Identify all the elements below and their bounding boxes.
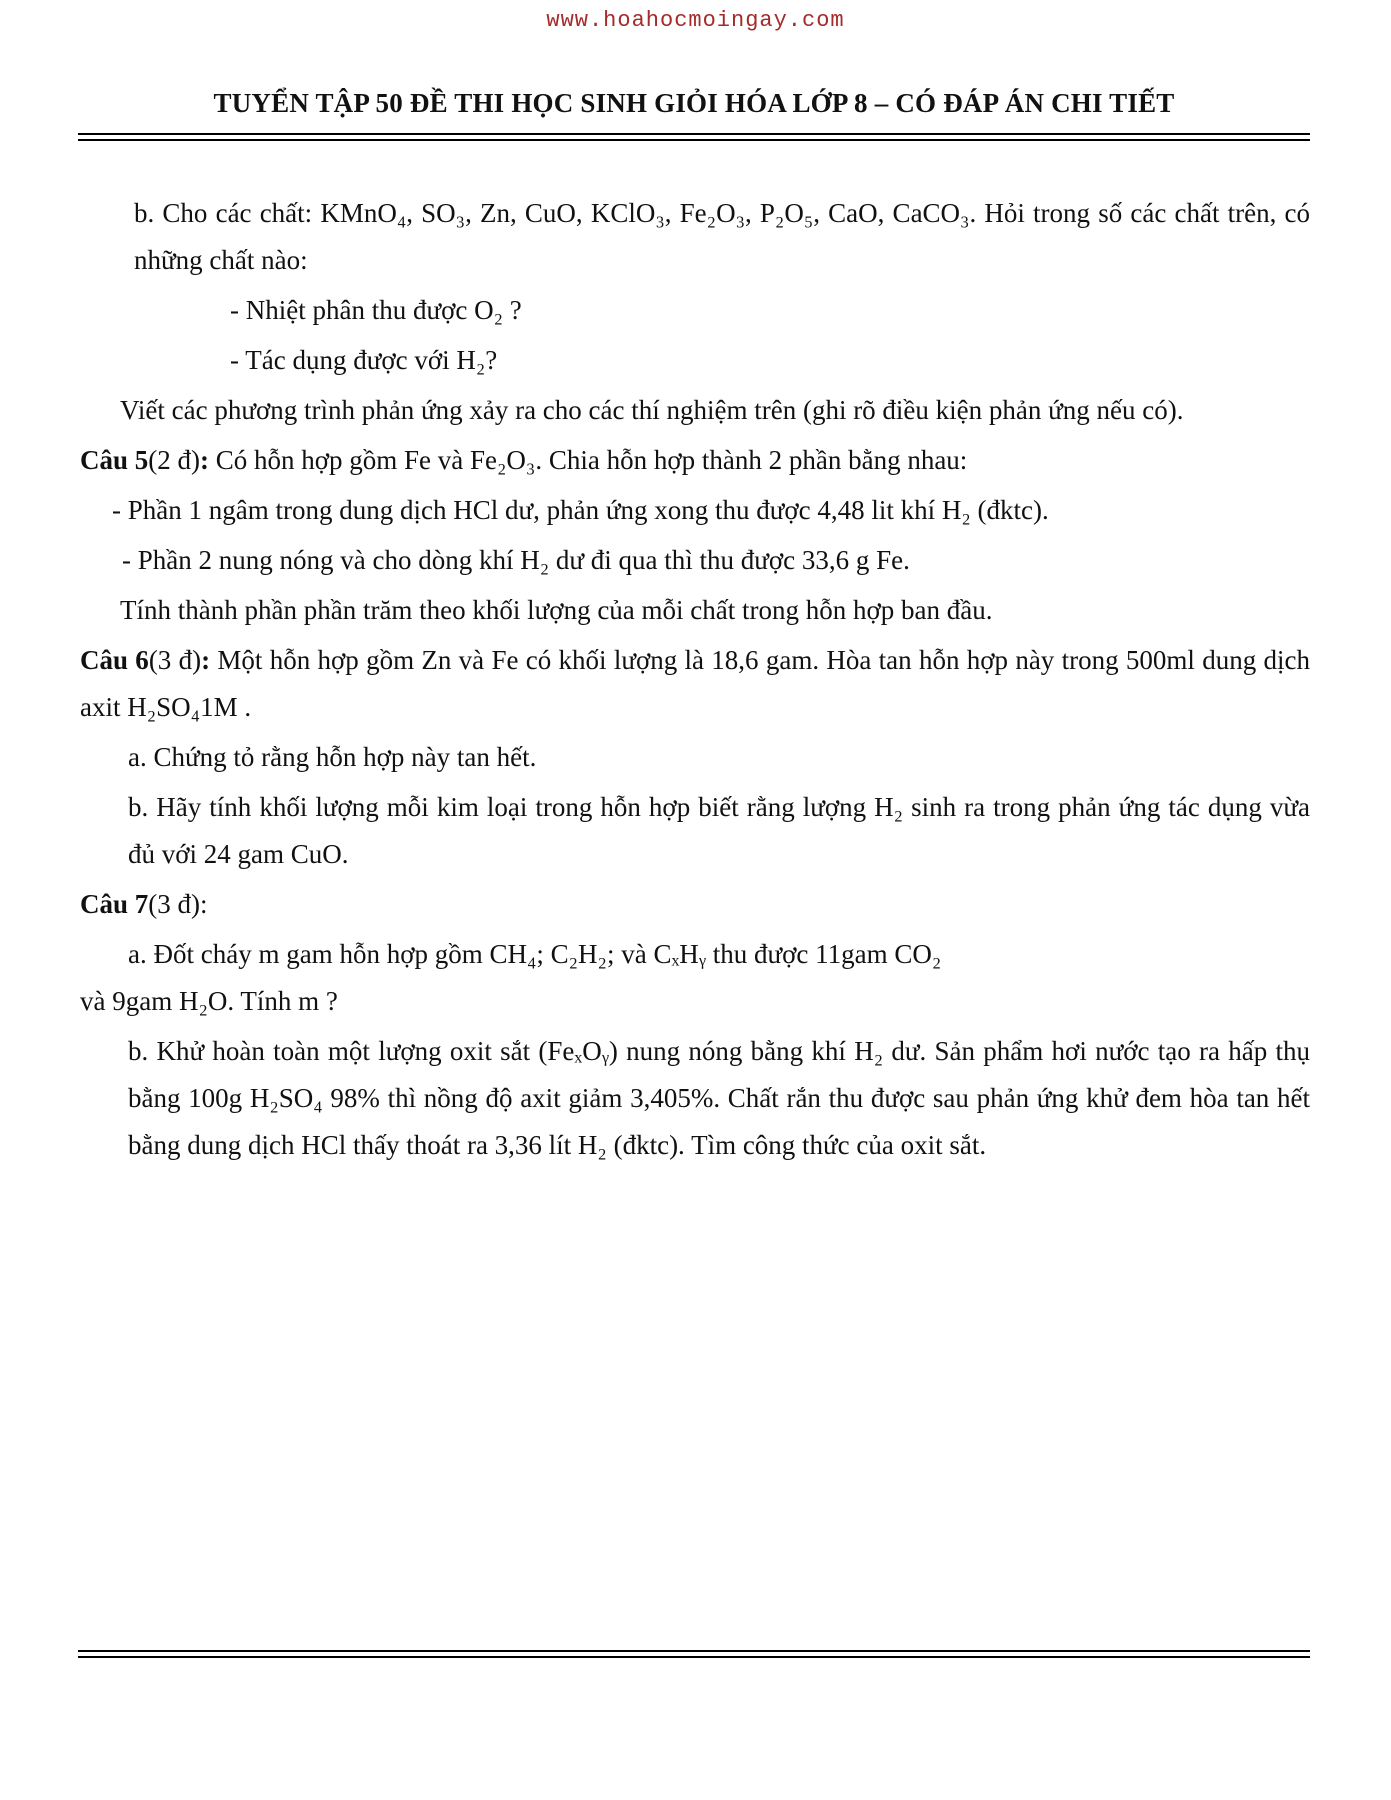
q5-label: Câu 5 [80, 445, 149, 475]
q5-points: (2 đ) [148, 445, 200, 475]
q7-heading [80, 881, 1310, 928]
q6-points: (3 đ) [148, 645, 202, 675]
q6-intro-text: Một hỗn hợp gồm Zn và Fe có khối lượng là 18,6 gam. Hòa tan hỗn hợp này trong 500ml dung dịch axit H₂SO₄1M . [80, 645, 1310, 722]
q5-part-1: - Phần 1 ngâm trong dung dịch HCl dư, phản ứng xong thu được 4,48 lit khí H₂ (đktc). [112, 495, 1049, 525]
q4b-instruction: Viết các phương trình phản ứng xảy ra cho các thí nghiệm trên (ghi rõ điều kiện phản ứng nếu có). [120, 395, 1184, 425]
watermark-url: www.hoahocmoingay.com [546, 8, 845, 33]
q7-part-a-line-1: a. Đốt cháy m gam hỗn hợp gồm CH₄; C₂H₂; và CₓHᵧ thu được 11gam CO₂ [128, 939, 942, 969]
q6-part-a: a. Chứng tỏ rằng hỗn hợp này tan hết. [128, 742, 537, 772]
q4b-bullet-1: - Nhiệt phân thu được O₂ ? [230, 295, 522, 325]
q7-label: Câu 7 [80, 889, 149, 919]
q5-task: Tính thành phần phần trăm theo khối lượng của mỗi chất trong hỗn hợp ban đầu. [120, 595, 993, 625]
q5-intro: Câu 5(2 đ): Có hỗn hợp gồm Fe và Fe₂O₃. Chia hỗn hợp thành 2 phần bằng nhau: [80, 445, 968, 475]
q5-intro-text: Có hỗn hợp gồm Fe và Fe₂O₃. Chia hỗn hợp thành 2 phần bằng nhau: [215, 445, 968, 475]
q6-intro: Câu 6(3 đ): Một hỗn hợp gồm Zn và Fe có khối lượng là 18,6 gam. Hòa tan hỗn hợp này trong 500ml dung dịch axit H₂SO₄1M . [80, 645, 1310, 722]
q4b-text: b. Cho các chất: KMnO₄, SO₃, Zn, CuO, KClO₃, Fe₂O₃, P₂O₅, CaO, CaCO₃. Hỏi trong số các chất trên, có những chất nào: [134, 198, 1310, 275]
footer-rule-bottom [78, 1656, 1310, 1658]
document-body [80, 190, 1310, 1169]
q4b-bullet-2: - Tác dụng được với H₂? [230, 345, 498, 375]
header-rule-top [78, 133, 1310, 135]
q7-part-a-line-2: và 9gam H₂O. Tính m ? [80, 986, 338, 1016]
footer-rule-top [78, 1650, 1310, 1652]
page-title: TUYỂN TẬP 50 ĐỀ THI HỌC SINH GIỎI HÓA LỚP 8 – CÓ ĐÁP ÁN CHI TIẾT [213, 88, 1175, 118]
q6-part-b: b. Hãy tính khối lượng mỗi kim loại trong hỗn hợp biết rằng lượng H₂ sinh ra trong phản ứng tác dụng vừa đủ với 24 gam CuO. [128, 792, 1310, 869]
q7-part-b: b. Khử hoàn toàn một lượng oxit sắt (FeₓOᵧ) nung nóng bằng khí H₂ dư. Sản phẩm hơi nước tạo ra hấp thụ bằng 100g H₂SO₄ 98% thì nồng độ axit giảm 3,405%. Chất rắn thu được sau phản ứng khử đem hòa tan hết bằng dung dịch HCl thấy thoát ra 3,36 lít H₂ (đktc). Tìm công thức của oxit sắt. [128, 1036, 1310, 1160]
q7-points: (3 đ): [148, 889, 208, 919]
q6-label: Câu 6 [80, 645, 149, 675]
header-rule-bottom [78, 139, 1310, 141]
q5-part-2: - Phần 2 nung nóng và cho dòng khí H₂ dư đi qua thì thu được 33,6 g Fe. [122, 545, 910, 575]
